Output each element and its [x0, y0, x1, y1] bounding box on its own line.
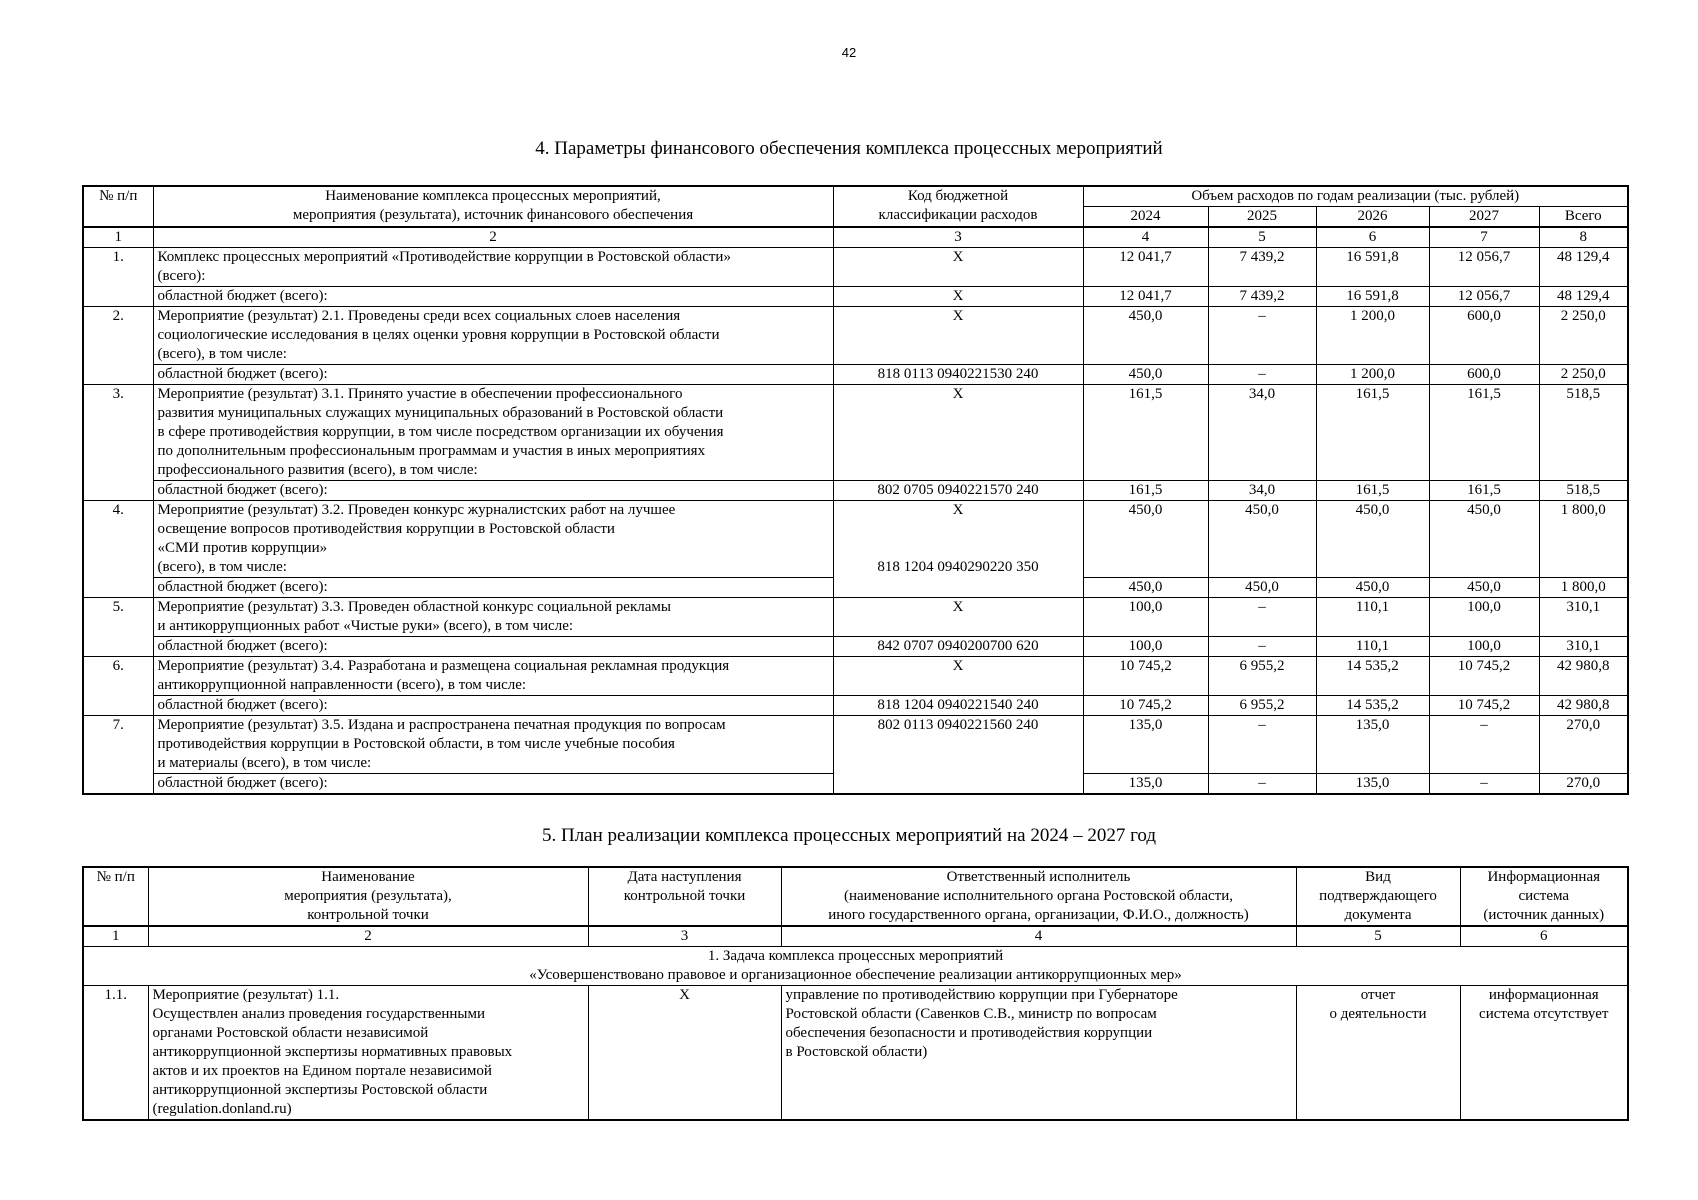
plan-row-name-line: Осуществлен анализ проведения государственными	[152, 1006, 486, 1022]
row-name-line: Мероприятие (результат) 3.5. Издана и распространена печатная продукция по вопросам	[157, 717, 726, 733]
row-name-line: Мероприятие (результат) 3.3. Проведен областной конкурс социальной рекламы	[157, 599, 671, 615]
amount-cell: 14 535,2	[1316, 657, 1429, 696]
row-name-line: Комплекс процессных мероприятий «Противодействие коррупции в Ростовской области»	[157, 249, 731, 265]
amount-cell: 100,0	[1083, 598, 1208, 637]
budget-code	[833, 385, 1083, 481]
row-number: 1.	[83, 248, 153, 307]
amount-cell: –	[1208, 637, 1316, 657]
amount-cell: 450,0	[1429, 578, 1539, 598]
row-name-line: Мероприятие (результат) 3.1. Принято участие в обеспечении профессионального	[157, 386, 683, 402]
plan-row-info-system	[1460, 986, 1628, 1121]
amount-cell: –	[1208, 598, 1316, 637]
amount-cell: 161,5	[1429, 385, 1539, 481]
amount-cell: 270,0	[1539, 774, 1628, 795]
amount-cell: 7 439,2	[1208, 248, 1316, 287]
table-row	[83, 307, 1628, 365]
plan-header-name	[148, 867, 588, 926]
table-row	[83, 598, 1628, 637]
financial-parameters-table	[82, 185, 1629, 795]
plan-row-name-line: актов и их проектов на Едином портале независимой	[152, 1063, 492, 1079]
subrow-name: областной бюджет (всего):	[153, 696, 833, 716]
plan-row-responsible-line: управление по противодействию коррупции при Губернаторе	[785, 987, 1178, 1003]
row-number: 2.	[83, 307, 153, 385]
amount-cell: 12 041,7	[1083, 287, 1208, 307]
column-number: 6	[1460, 926, 1628, 947]
column-numbers-row	[83, 227, 1628, 248]
row-name-line: антикоррупционной направленности (всего), в том числе:	[157, 677, 527, 693]
amount-cell: 161,5	[1083, 481, 1208, 501]
row-number: 4.	[83, 501, 153, 598]
plan-row-name-line: Мероприятие (результат) 1.1.	[152, 987, 340, 1003]
budget-code	[833, 248, 1083, 287]
amount-cell: 450,0	[1083, 578, 1208, 598]
budget-code-value: Х	[952, 386, 964, 402]
column-number: 6	[1316, 227, 1429, 248]
amount-cell: 518,5	[1539, 481, 1628, 501]
header-year-2024: 2024	[1083, 207, 1208, 228]
amount-cell: 10 745,2	[1429, 657, 1539, 696]
row-number: 7.	[83, 716, 153, 795]
amount-cell: 1 800,0	[1539, 501, 1628, 578]
row-name-line: и антикоррупционных работ «Чистые руки» (всего), в том числе:	[157, 618, 574, 634]
row-name-line: (всего), в том числе:	[157, 346, 287, 362]
table-row	[83, 657, 1628, 696]
amount-cell: 310,1	[1539, 598, 1628, 637]
header-line: (источник данных)	[1483, 907, 1605, 923]
amount-cell: 7 439,2	[1208, 287, 1316, 307]
column-number: 5	[1208, 227, 1316, 248]
row-number: 3.	[83, 385, 153, 501]
amount-cell: –	[1429, 716, 1539, 774]
amount-cell: 450,0	[1316, 501, 1429, 578]
row-name-line: Мероприятие (результат) 3.2. Проведен конкурс журналистских работ на лучшее	[157, 502, 676, 518]
plan-row-date: Х	[588, 986, 781, 1121]
row-name	[153, 307, 833, 365]
row-name-line: «СМИ против коррупции»	[157, 540, 328, 556]
amount-cell: 34,0	[1208, 481, 1316, 501]
amount-cell: 600,0	[1429, 365, 1539, 385]
row-name-line: Мероприятие (результат) 2.1. Проведены среди всех социальных слоев населения	[157, 308, 681, 324]
column-number: 3	[833, 227, 1083, 248]
plan-row-document	[1296, 986, 1460, 1121]
column-number: 1	[83, 227, 153, 248]
amount-cell: 450,0	[1083, 501, 1208, 578]
page-number: 42	[841, 45, 857, 60]
header-line: контрольной точки	[307, 907, 429, 923]
header-line: документа	[1344, 907, 1412, 923]
row-name	[153, 385, 833, 481]
amount-cell: 48 129,4	[1539, 248, 1628, 287]
row-name-line: (всего), в том числе:	[157, 559, 287, 575]
header-year-2025: 2025	[1208, 207, 1316, 228]
row-name-line: развития муниципальных служащих муниципальных образований в Ростовской области	[157, 405, 724, 421]
subrow-name: областной бюджет (всего):	[153, 637, 833, 657]
header-year-2026: 2026	[1316, 207, 1429, 228]
budget-code-value: Х	[952, 249, 964, 265]
row-name-line: профессионального развития (всего), в том числе:	[157, 462, 478, 478]
amount-cell: 600,0	[1429, 307, 1539, 365]
amount-cell: –	[1208, 365, 1316, 385]
amount-cell: –	[1208, 716, 1316, 774]
row-number: 5.	[83, 598, 153, 657]
row-number: 6.	[83, 657, 153, 716]
amount-cell: 135,0	[1316, 774, 1429, 795]
plan-header-row	[83, 867, 1628, 926]
header-line: мероприятия (результата),	[284, 888, 452, 904]
header-line: подтверждающего	[1319, 888, 1437, 904]
plan-row-responsible-line: в Ростовской области)	[785, 1044, 928, 1060]
amount-cell: 310,1	[1539, 637, 1628, 657]
table-subrow	[83, 481, 1628, 501]
amount-cell: 450,0	[1208, 501, 1316, 578]
budget-code-value: Х	[952, 658, 964, 674]
header-name	[153, 186, 833, 227]
subrow-name: областной бюджет (всего):	[153, 365, 833, 385]
amount-cell: 518,5	[1539, 385, 1628, 481]
amount-cell: 1 800,0	[1539, 578, 1628, 598]
amount-cell: 270,0	[1539, 716, 1628, 774]
column-number: 3	[588, 926, 781, 947]
row-name-line: и материалы (всего), в том числе:	[157, 755, 372, 771]
task-title-line: «Усовершенствовано правовое и организационное обеспечение реализации антикоррупционных мер»	[529, 967, 1182, 983]
amount-cell: 1 200,0	[1316, 365, 1429, 385]
plan-row-responsible-line: Ростовской области (Савенков С.В., министр по вопросам	[785, 1006, 1157, 1022]
amount-cell: 135,0	[1083, 774, 1208, 795]
amount-cell: 100,0	[1429, 598, 1539, 637]
budget-code-value: 818 1204 0940290220 350	[877, 559, 1039, 575]
budget-code	[833, 501, 1083, 598]
header-year-2027: 2027	[1429, 207, 1539, 228]
header-line: Информационная	[1487, 869, 1601, 885]
plan-row-name	[148, 986, 588, 1121]
plan-row-document-line: о деятельности	[1329, 1006, 1427, 1022]
plan-row-responsible-line: обеспечения безопасности и противодействия коррупции	[785, 1025, 1153, 1041]
row-name-line: в сфере противодействия коррупции, в том числе посредством организации их обучения	[157, 424, 724, 440]
amount-cell: 100,0	[1083, 637, 1208, 657]
header-name-line: Наименование комплекса процессных мероприятий,	[325, 188, 661, 204]
row-name-line: по дополнительным профессиональным программам и участия в иных мероприятиях	[157, 443, 706, 459]
table-row	[83, 385, 1628, 481]
amount-cell: 48 129,4	[1539, 287, 1628, 307]
amount-cell: 450,0	[1429, 501, 1539, 578]
column-number: 7	[1429, 227, 1539, 248]
amount-cell: 10 745,2	[1429, 696, 1539, 716]
column-number: 4	[781, 926, 1296, 947]
amount-cell: 10 745,2	[1083, 696, 1208, 716]
budget-code-value: Х	[952, 599, 964, 615]
column-number: 4	[1083, 227, 1208, 248]
amount-cell: 10 745,2	[1083, 657, 1208, 696]
header-line: Ответственный исполнитель	[946, 869, 1131, 885]
budget-code: 818 0113 0940221530 240	[833, 365, 1083, 385]
plan-header-info-system	[1460, 867, 1628, 926]
budget-code: 818 1204 0940221540 240	[833, 696, 1083, 716]
row-name-line: (всего):	[157, 268, 206, 284]
header-volume: Объем расходов по годам реализации (тыс. рублей)	[1083, 186, 1628, 207]
amount-cell: 14 535,2	[1316, 696, 1429, 716]
plan-row-document-line: отчет	[1360, 987, 1396, 1003]
budget-code-value: Х	[952, 502, 964, 518]
header-line: иного государственного органа, организации, Ф.И.О., должность)	[828, 907, 1249, 923]
table-row	[83, 716, 1628, 774]
plan-row-name-line: антикоррупционной экспертизы нормативных правовых	[152, 1044, 513, 1060]
table-subrow	[83, 696, 1628, 716]
row-name	[153, 716, 833, 774]
budget-code: 842 0707 0940200700 620	[833, 637, 1083, 657]
row-name	[153, 598, 833, 637]
amount-cell: 12 041,7	[1083, 248, 1208, 287]
plan-header-date	[588, 867, 781, 926]
amount-cell: 1 200,0	[1316, 307, 1429, 365]
column-number: 5	[1296, 926, 1460, 947]
header-line: (наименование исполнительного органа Ростовской области,	[844, 888, 1233, 904]
amount-cell: 450,0	[1208, 578, 1316, 598]
amount-cell: 135,0	[1083, 716, 1208, 774]
section-5-title: 5. План реализации комплекса процессных мероприятий на 2024 – 2027 год	[541, 825, 1157, 846]
amount-cell: 42 980,8	[1539, 696, 1628, 716]
table-subrow	[83, 365, 1628, 385]
budget-code	[833, 307, 1083, 365]
amount-cell: 6 955,2	[1208, 696, 1316, 716]
row-name	[153, 248, 833, 287]
implementation-plan-table	[82, 866, 1629, 1121]
row-name-line: социологические исследования в целях оценки уровня коррупции в Ростовской области	[157, 327, 720, 343]
plan-row-name-line: антикоррупционной экспертизы Ростовской области	[152, 1082, 488, 1098]
column-number: 1	[83, 926, 148, 947]
amount-cell: 161,5	[1083, 385, 1208, 481]
budget-code: Х	[833, 287, 1083, 307]
row-name	[153, 657, 833, 696]
budget-code-value: Х	[952, 308, 964, 324]
header-code-line: классификации расходов	[878, 207, 1038, 223]
budget-code	[833, 657, 1083, 696]
subrow-name: областной бюджет (всего):	[153, 578, 833, 598]
amount-cell: 100,0	[1429, 637, 1539, 657]
section-4-title: 4. Параметры финансового обеспечения комплекса процессных мероприятий	[535, 138, 1163, 159]
amount-cell: 42 980,8	[1539, 657, 1628, 696]
header-line: Вид	[1365, 869, 1391, 885]
amount-cell: 2 250,0	[1539, 365, 1628, 385]
amount-cell: 450,0	[1316, 578, 1429, 598]
amount-cell: 34,0	[1208, 385, 1316, 481]
budget-code	[833, 598, 1083, 637]
header-name-line: мероприятия (результата), источник финансового обеспечения	[292, 207, 694, 223]
budget-code	[833, 716, 1083, 795]
column-number: 2	[148, 926, 588, 947]
row-name-line: противодействия коррупции в Ростовской области, в том числе учебные пособия	[157, 736, 675, 752]
plan-header-responsible	[781, 867, 1296, 926]
amount-cell: 16 591,8	[1316, 248, 1429, 287]
amount-cell: 2 250,0	[1539, 307, 1628, 365]
header-code-line: Код бюджетной	[907, 188, 1009, 204]
plan-row	[83, 986, 1628, 1121]
header-num: № п/п	[83, 186, 153, 227]
row-name-line: Мероприятие (результат) 3.4. Разработана и размещена социальная рекламная продукция	[157, 658, 730, 674]
amount-cell: 110,1	[1316, 598, 1429, 637]
column-number: 2	[153, 227, 833, 248]
header-total: Всего	[1539, 207, 1628, 228]
amount-cell: 16 591,8	[1316, 287, 1429, 307]
amount-cell: 161,5	[1429, 481, 1539, 501]
plan-row-responsible	[781, 986, 1296, 1121]
header-code	[833, 186, 1083, 227]
plan-header-document	[1296, 867, 1460, 926]
budget-code: 802 0705 0940221570 240	[833, 481, 1083, 501]
amount-cell: 450,0	[1083, 307, 1208, 365]
amount-cell: 161,5	[1316, 385, 1429, 481]
subrow-name: областной бюджет (всего):	[153, 774, 833, 795]
budget-code-value: 802 0113 0940221560 240	[877, 717, 1039, 733]
row-name-line: освещение вопросов противодействия коррупции в Ростовской области	[157, 521, 615, 537]
header-row	[83, 186, 1628, 207]
plan-table-body	[83, 926, 1628, 1120]
amount-cell: 161,5	[1316, 481, 1429, 501]
plan-row-name-line: органами Ростовской области независимой	[152, 1025, 429, 1041]
header-line: Дата наступления	[627, 869, 742, 885]
subrow-name: областной бюджет (всего):	[153, 481, 833, 501]
plan-row-name-line: (regulation.donland.ru)	[152, 1101, 292, 1117]
plan-row-info-system-line: система отсутствует	[1479, 1006, 1609, 1022]
plan-row-number: 1.1.	[83, 986, 148, 1121]
task-row	[83, 947, 1628, 986]
column-numbers-row	[83, 926, 1628, 947]
amount-cell: –	[1208, 307, 1316, 365]
amount-cell: 450,0	[1083, 365, 1208, 385]
plan-row-info-system-line: информационная	[1488, 987, 1599, 1003]
task-title	[83, 947, 1628, 986]
amount-cell: 135,0	[1316, 716, 1429, 774]
subrow-name: областной бюджет (всего):	[153, 287, 833, 307]
row-name	[153, 501, 833, 578]
amount-cell: –	[1208, 774, 1316, 795]
plan-header-num: № п/п	[83, 867, 148, 926]
header-line: контрольной точки	[623, 888, 746, 904]
table-subrow	[83, 637, 1628, 657]
amount-cell: 12 056,7	[1429, 287, 1539, 307]
table-subrow	[83, 287, 1628, 307]
amount-cell: 12 056,7	[1429, 248, 1539, 287]
table-row	[83, 248, 1628, 287]
column-number: 8	[1539, 227, 1628, 248]
header-line: система	[1518, 888, 1570, 904]
amount-cell: –	[1429, 774, 1539, 795]
task-title-line: 1. Задача комплекса процессных мероприятий	[707, 948, 1004, 964]
financial-table-body	[83, 227, 1628, 794]
table-row	[83, 501, 1628, 578]
amount-cell: 6 955,2	[1208, 657, 1316, 696]
header-line: Наименование	[321, 869, 415, 885]
amount-cell: 110,1	[1316, 637, 1429, 657]
